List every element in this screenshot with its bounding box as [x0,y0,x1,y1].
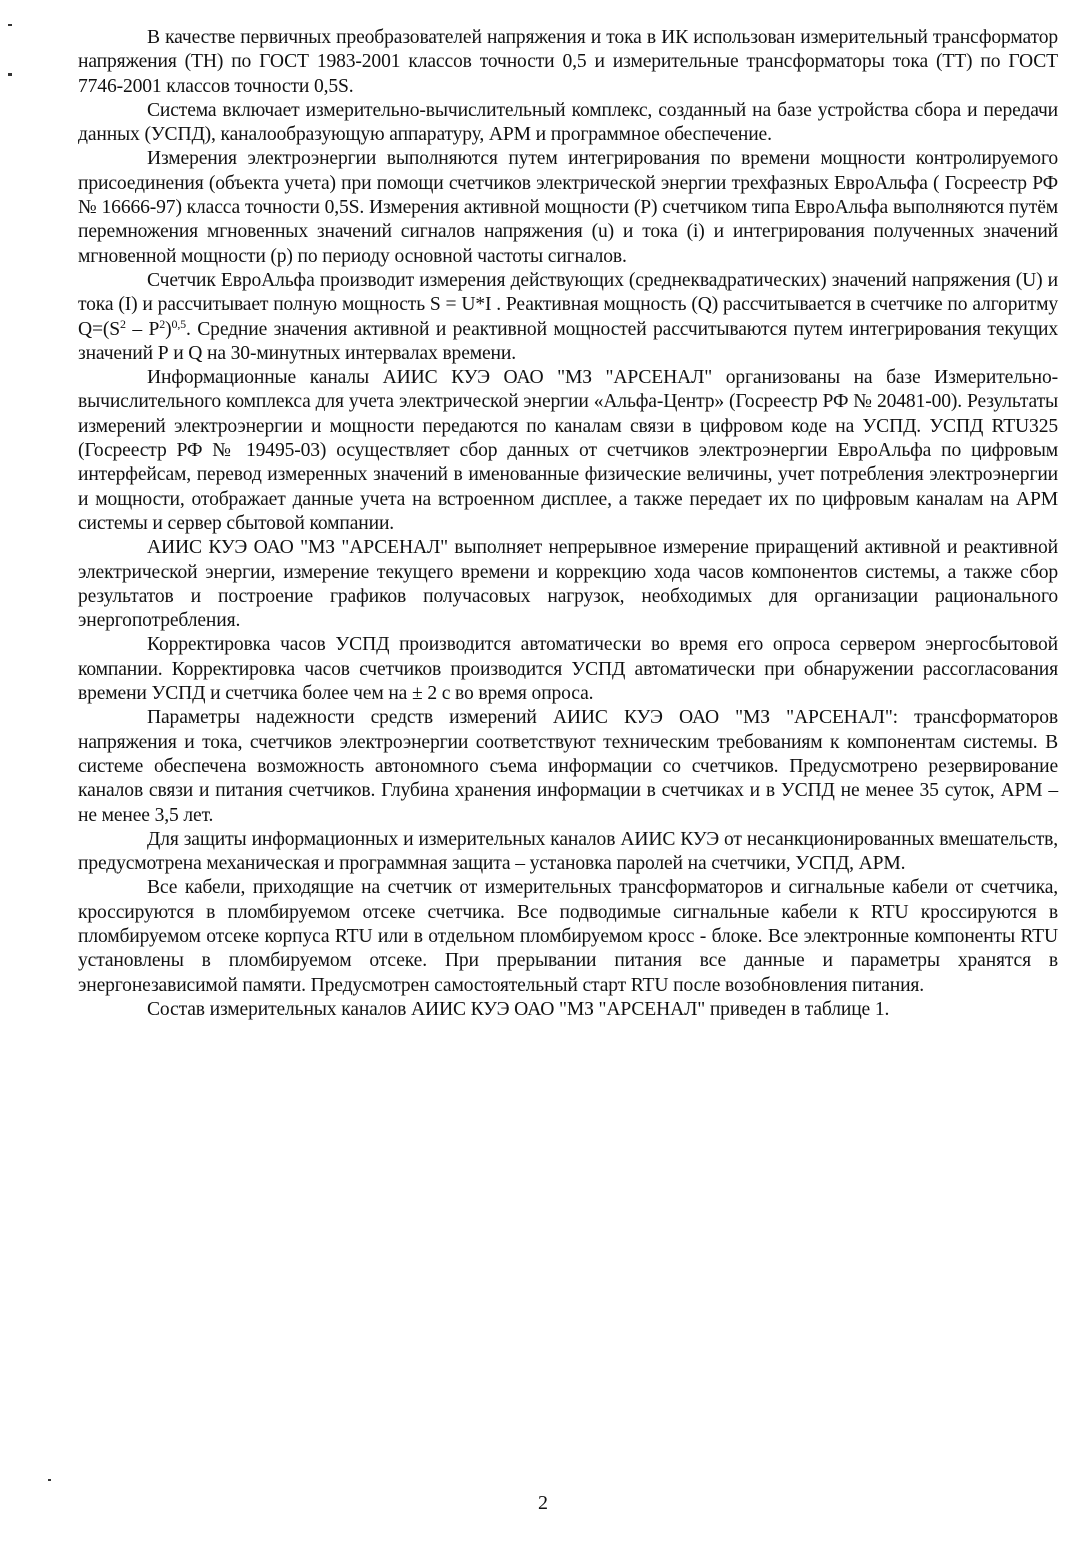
paragraph-information-channels: Информационные каналы АИИС КУЭ ОАО "МЗ "АРСЕНАЛ" организованы на базе Измерительно-вычислительного комплекса для учета электрической энергии «Альфа-Центр» (Госреестр РФ № 20481-00). Результаты измерений электроэнергии и мощности передаются по каналам связи в цифровом коде на УСПД. УСПД RTU325 (Госреестр РФ № 19495-03) осуществляет сбор данных от счетчиков электроэнергии ЕвроАльфа по цифровым интерфейсам, перевод измеренных значений в именованные физические величины, учет потребления электроэнергии и мощности, отображает данные учета на встроенном дисплее, а также передает их по цифровым каналам на АРМ системы и сервер сбытовой компании. [78,367,1058,534]
paragraph-clock-correction: Корректировка часов УСПД производится автоматически во время его опроса сервером энергосбытовой компании. Корректировка часов счетчиков производится УСПД автоматически при обнаружении рассогласования времени УСПД и счетчика более чем на ± 2 с во время опроса. [78,634,1058,705]
paragraph-protection: Для защиты информационных и измерительных каналов АИИС КУЭ от несанкционированных вмешательств, предусмотрена механическая и программная защита – установка паролей на счетчики, УСПД, АРМ. [78,828,1058,875]
paragraph-energy-measurement: Измерения электроэнергии выполняются путем интегрирования по времени мощности контролируемого присоединения (объекта учета) при помощи счетчиков электрической энергии трехфазных ЕвроАльфа ( Госреестр РФ № 16666-97) класса точности 0,5S. Измерения активной мощности (Р) счетчиком типа ЕвроАльфа выполняются путём перемножения мгновенных значений сигналов напряжения (u) и тока (i) и интегрирования полученных значений мгновенной мощности (p) по периоду основной частоты сигналов. [78,148,1058,267]
superscript: 2 [159,316,166,331]
scan-artifact [8,24,12,26]
text-segment: . Средние значения активной и реактивной мощностей рассчитываются путем интегрирования текущих значений Р и Q на 30-минутных интервалах времени. [78,318,1058,364]
text-segment: ) [165,318,172,340]
paragraph-channels-table-reference: Состав измерительных каналов АИИС КУЭ ОАО "МЗ "АРСЕНАЛ" приведен в таблице 1. [147,998,890,1020]
paragraph-meter-calculation [78,269,1058,366]
scan-artifact [8,73,12,76]
text-segment: – P [125,318,160,340]
paragraph-continuous-measurement: АИИС КУЭ ОАО "МЗ "АРСЕНАЛ" выполняет непрерывное измерение приращений активной и реактивной электрической энергии, измерение текущего времени и коррекцию хода часов компонентов системы, а также сбор результатов и построение графиков получасовых нагрузок, необходимых для организации рационального энергопотребления. [78,537,1058,632]
paragraph-cables: Все кабели, приходящие на счетчик от измерительных трансформаторов и сигнальные кабели от счетчика, кроссируются в пломбируемом отсеке счетчика. Все подводимые сигнальные кабели к RTU кроссируются в пломбируемом отсеке корпуса RTU или в отдельном пломбируемом кросс - блоке. Все электронные компоненты RTU установлены в пломбируемом отсеке. При прерывании питания все данные и параметры хранятся в энергонезависимой памяти. Предусмотрен самостоятельный старт RTU после возобновления питания. [78,877,1058,996]
text-segment: Счетчик ЕвроАльфа производит измерения действующих (среднеквадратических) значений напряжения (U) и тока (I) и рассчитывает полную мощность S = U*I . Реактивная мощность (Q) рассчитывается в счетчике по алгоритму Q=(S [78,269,1058,340]
paragraph-system-composition: Система включает измерительно-вычислительный комплекс, созданный на базе устройства сбора и передачи данных (УСПД), каналообразующую аппаратуру, АРМ и программное обеспечение. [78,99,1058,146]
document-page [78,26,1058,1022]
page-number: 2 [538,1492,548,1514]
paragraph-primary-converters: В качестве первичных преобразователей напряжения и тока в ИК использован измерительный трансформатор напряжения (ТН) по ГОСТ 1983-2001 классов точности 0,5 и измерительные трансформаторы тока (ТТ) по ГОСТ 7746-2001 классов точности 0,5S. [78,27,1058,97]
paragraph-reliability: Параметры надежности средств измерений АИИС КУЭ ОАО "МЗ "АРСЕНАЛ": трансформаторов напряжения и тока, счетчиков электроэнергии соответствуют техническим требованиям к компонентам системы. В системе обеспечена возможность автономного съема информации со счетчиков. Предусмотрено резервирование каналов связи и питания счетчиков. Глубина хранения информации в счетчиках и в УСПД не менее 35 суток, АРМ – не менее 3,5 лет. [78,707,1058,826]
superscript: 0,5 [171,316,187,331]
scan-artifact [48,1479,51,1481]
superscript: 2 [120,316,126,331]
